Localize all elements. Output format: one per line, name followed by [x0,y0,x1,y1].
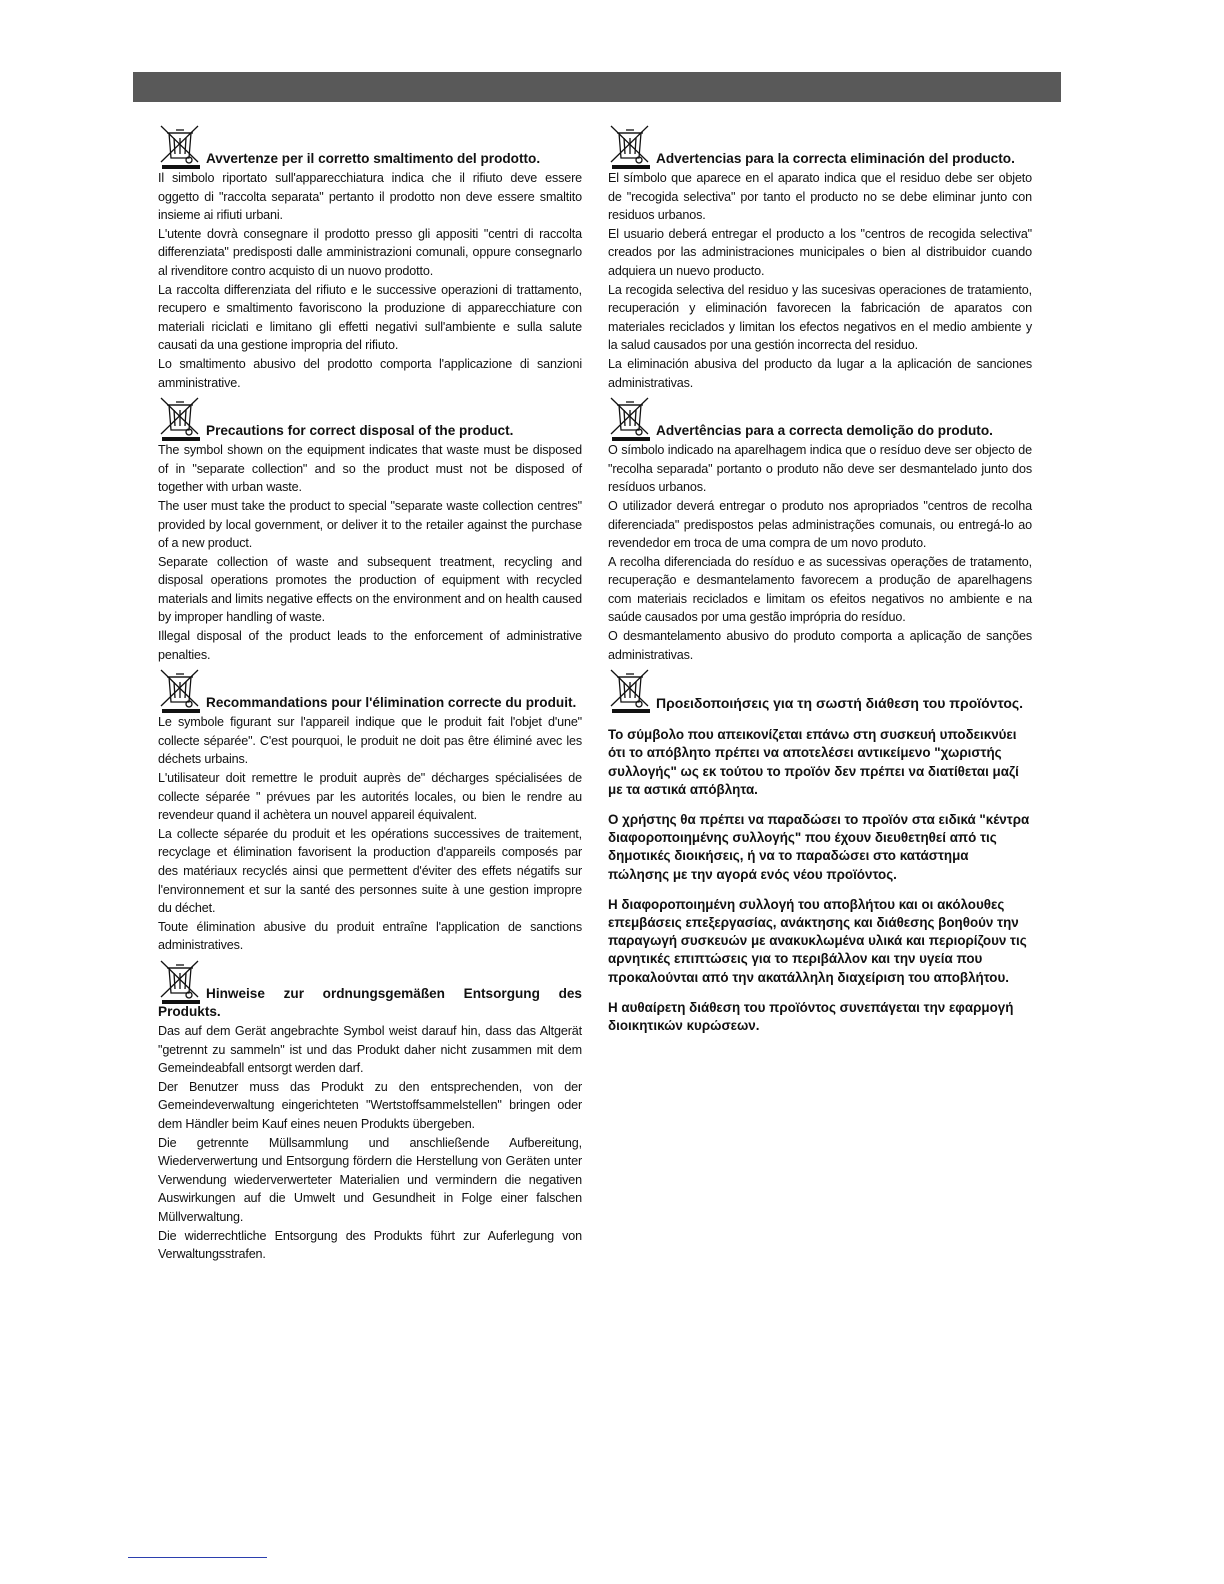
section-heading: Hinweise zur ordnungsgemäßen Entsorgung des Produkts. [158,985,582,1019]
section-heading: Advertências para a correcta demolição do produto. [656,423,993,439]
section-italian [158,124,582,392]
paragraph: Le symbole figurant sur l'appareil indique que le produit fait l'objet d'une" collecte séparée". C'est pourquoi, le produit ne doit pas être éliminé avec les déchets urbains. [158,715,582,767]
paragraph: Das auf dem Gerät angebrachte Symbol weist darauf hin, dass das Altgerät "getrennt zu sammeln" ist und das Produkt daher nicht zusammen mit dem Gemeindeabfall entsorgt werden darf. [158,1023,582,1076]
section-heading: Recommandations pour l'élimination correcte du produit. [206,695,577,711]
paragraph: Toute élimination abusive du produit entraîne l'application de sanctions administratives. [158,919,582,953]
paragraph: The symbol shown on the equipment indicates that waste must be disposed of in "separate collection" and so the product must not be disposed of together with urban waste. [158,443,582,495]
section-heading: Advertencias para la correcta eliminación del producto. [656,151,1015,166]
section-portuguese [608,396,1032,664]
paragraph: La eliminación abusiva del producto da lugar a la aplicación de sanciones administrativas. [608,356,1032,390]
paragraph: Ο χρήστης θα πρέπει να παραδώσει το προϊόν στα ειδικά "κέντρα διαφοροποιημένης συλλογής" που έχουν διευθετηθεί από τις δημοτικές διοικήσεις, ή να το παραδώσει στο κατάστημα πώλησης με την αγορά ενός νέου προϊόντος. [608,812,1030,882]
section-greek [608,668,1032,1035]
paragraph: L'utilisateur doit remettre le produit auprès de" décharges spécialisées de collecte séparée " prévues par les autorités locales, ou bien le rendre au revendeur quand il achètera un nouvel appareil équivalent. [158,771,582,823]
header-bar [133,72,1061,102]
section-english [158,396,582,664]
paragraph: O símbolo indicado na aparelhagem indica que o resíduo deve ser objecto de "recolha separada" portanto o produto não deve ser desmantelado junto dos resíduos urbanos. [608,443,1032,495]
left-column [158,124,582,1268]
paragraph: The user must take the product to special "separate waste collection centres" provided by local government, or deliver it to the retailer against the purchase of a new product. [158,498,582,551]
right-column [608,124,1032,1047]
paragraph: O desmantelamento abusivo do produto comporta a aplicação de sanções administrativas. [608,629,1032,662]
paragraph: Il simbolo riportato sull'apparecchiatura indica che il rifiuto deve essere oggetto di "raccolta separata" pertanto il prodotto non deve essere smaltito insieme ai rifiuti urbani. [158,171,582,223]
paragraph: La raccolta differenziata del rifiuto e le successive operazioni di trattamento, recupero e smaltimento favoriscono la produzione di apparecchiature con materiali riciclati e limitano gli effetti negativi sull'ambiente e sulla salute causati da una gestione impropria del rifiuto. [158,282,582,353]
section-heading: Προειδοποιήσεις για τη σωστή διάθεση του προϊόντος. [656,695,1024,712]
paragraph: Die getrennte Müllsammlung und anschließende Aufbereitung, Wiederverwertung und Entsorgung fördern die Herstellung von Geräten unter Verwendung wiederverwerteter Materialien und vermindern die negativen Auswirkungen auf die Umwelt und Gesundheit in Folge einer falschen Müllverwaltung. [158,1135,582,1224]
section-heading: Precautions for correct disposal of the product. [206,423,514,439]
paragraph: La collecte séparée du produit et les opérations successives de traitement, recyclage et élimination favorisent la production d'appareils composés par des matériaux recyclés ainsi que permettent d'éviter des effets négatifs sur l'environnement et sur la santé des personnes suite à une gestion impropre du déchet. [158,826,582,916]
section-spanish [608,124,1032,392]
paragraph: El símbolo que aparece en el aparato indica que el residuo debe ser objeto de "recogida selectiva" por tanto el producto no se debe eliminar junto con residuos urbanos. [608,171,1032,223]
paragraph: Illegal disposal of the product leads to the enforcement of administrative penalties. [158,629,582,662]
section-heading: Avvertenze per il corretto smaltimento del prodotto. [206,151,541,166]
paragraph: Separate collection of waste and subsequent treatment, recycling and disposal operations promotes the production of equipment with recycled materials and limits negative effects on the environment and on health caused by improper handling of waste. [158,554,582,625]
footer-line [128,1557,267,1558]
section-german [158,959,582,1264]
paragraph: Der Benutzer muss das Produkt zu den entsprechenden, von der Gemeindeverwaltung eingerichteten "Wertstoffsammelstellen" bringen oder dem Händler beim Kauf eines neuen Produkts übergeben. [158,1079,582,1131]
paragraph: Die widerrechtliche Entsorgung des Produkts führt zur Auferlegung von Verwaltungsstrafen. [158,1228,582,1262]
paragraph: Το σύμβολο που απεικονίζεται επάνω στη συσκευή υποδεικνύει ότι το απόβλητο πρέπει να αποτελέσει αντικείμενο "χωριστής συλλογής" ως εκ τούτου το προϊόν δεν πρέπει να διατίθεται μαζί με τα αστικά απόβλητα. [608,727,1019,797]
section-french [158,668,582,955]
paragraph: O utilizador deverá entregar o produto nos apropriados "centros de recolha diferenciada" predispostos pelas administrações comunais, ou entregá-lo ao revendedor em troca de uma compra de um novo produto. [608,498,1032,551]
paragraph: Η αυθαίρετη διάθεση του προϊόντος συνεπάγεται την εφαρμογή διοικητικών κυρώσεων. [608,999,1014,1034]
paragraph: El usuario deberá entregar el producto a los "centros de recogida selectiva" creados por las administraciones municipales o bien al distribuidor cuando adquiera un nuevo producto. [608,226,1032,278]
paragraph: Η διαφοροποιημένη συλλογή του αποβλήτου και οι ακόλουθες επεμβάσεις επεξεργασίας, ανάκτησης και διάθεσης βοηθούν την παραγωγή συσκευών με ανακυκλωμένα υλικά και περιορίζουν τις αρνητικές επιπτώσεις για το περιβάλλον και την υγεία που προκαλούνται από την ακατάλληλη διαχείριση του αποβλήτου. [608,896,1027,985]
paragraph: La recogida selectiva del residuo y las sucesivas operaciones de tratamiento, recuperación y eliminación favorecen la fabricación de aparatos con materiales reciclados y limitan los efectos negativos en el medio ambiente y la salud causados por una gestión incorrecta del residuo. [608,282,1032,353]
paragraph: L'utente dovrà consegnare il prodotto presso gli appositi "centri di raccolta differenziata" predisposti dalle amministrazioni comunali, oppure consegnarlo al rivenditore contro acquisto di un nuovo prodotto. [158,226,582,278]
paragraph: A recolha diferenciada do resíduo e as sucessivas operações de tratamento, recuperação e desmantelamento favorecem a produção de aparelhagens com materiais reciclados e limitam os efeitos negativos no ambiente e na saúde causados por uma gestão imprópria do resíduo. [608,554,1032,625]
paragraph: Lo smaltimento abusivo del prodotto comporta l'applicazione di sanzioni amministrative. [158,356,582,390]
